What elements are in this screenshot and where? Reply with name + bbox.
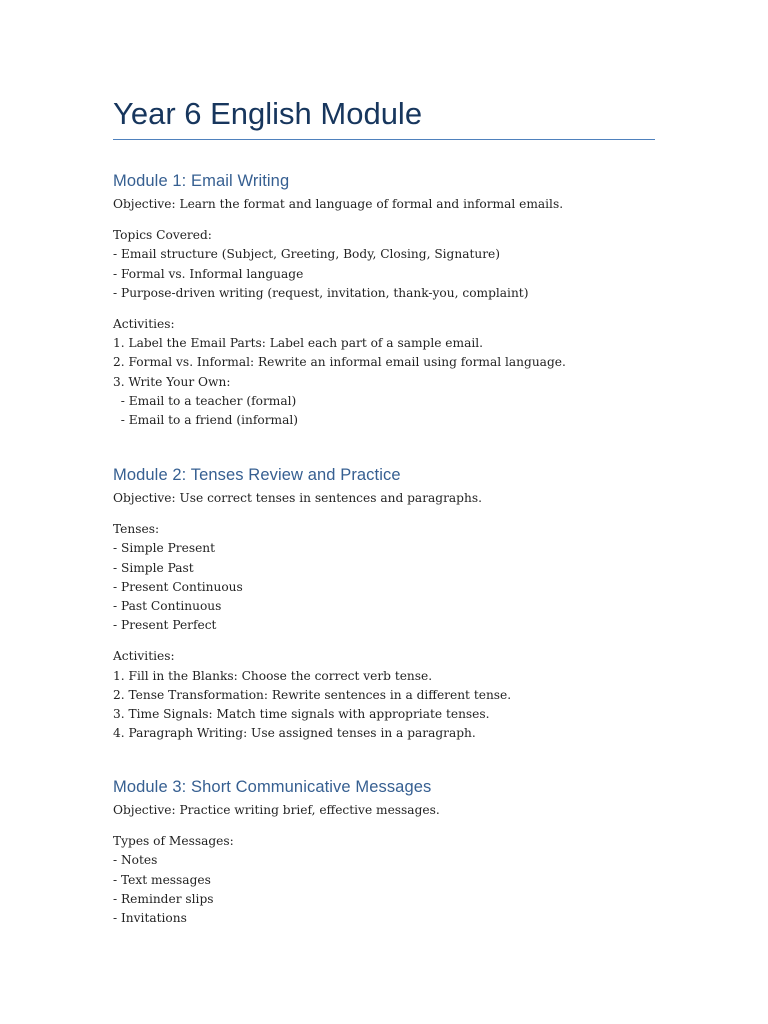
module-2-activities — [113, 647, 655, 743]
module-1-heading: Module 1: Email Writing — [113, 172, 290, 190]
list-item: - Present Perfect — [113, 618, 217, 633]
list-item: 2. Formal vs. Informal: Rewrite an informal email using formal language. — [113, 355, 566, 370]
list-item: - Text messages — [113, 872, 211, 887]
module-3-section — [113, 776, 655, 928]
list-item: 3. Write Your Own: — [113, 374, 231, 389]
list-item: - Simple Past — [113, 560, 194, 575]
module-2-tenses-label: Tenses: — [113, 522, 160, 537]
module-3-types-label: Types of Messages: — [113, 834, 234, 849]
module-1-objective-text: Objective: Learn the format and language of formal and informal emails. — [113, 197, 564, 211]
list-item: 2. Tense Transformation: Rewrite sentences in a different tense. — [113, 687, 512, 702]
document-title: Year 6 English Module — [113, 96, 423, 131]
document-page — [113, 94, 655, 926]
list-item: - Purpose-driven writing (request, invitation, thank-you, complaint) — [113, 285, 529, 300]
list-item: - Email structure (Subject, Greeting, Body, Closing, Signature) — [113, 247, 501, 262]
module-3-heading: Module 3: Short Communicative Messages — [113, 778, 432, 796]
module-3-objective — [113, 801, 655, 820]
list-item: - Invitations — [113, 911, 187, 926]
module-2-activities-label: Activities: — [113, 649, 175, 664]
list-item: 1. Fill in the Blanks: Choose the correct verb tense. — [113, 668, 433, 683]
list-item: - Reminder slips — [113, 891, 214, 906]
module-3-types — [113, 832, 655, 928]
module-2-tenses — [113, 520, 655, 635]
list-item: 3. Time Signals: Match time signals with appropriate tenses. — [113, 707, 490, 722]
list-item: - Formal vs. Informal language — [113, 266, 304, 281]
list-item: - Past Continuous — [113, 599, 222, 614]
module-2-objective-text: Objective: Use correct tenses in sentences and paragraphs. — [113, 491, 482, 505]
module-2-heading: Module 2: Tenses Review and Practice — [113, 466, 401, 484]
module-2-section — [113, 464, 655, 743]
module-1-topics — [113, 226, 655, 303]
list-item: 1. Label the Email Parts: Label each part of a sample email. — [113, 336, 484, 351]
module-1-activities — [113, 315, 655, 430]
module-1-section — [113, 170, 655, 430]
module-3-objective-text: Objective: Practice writing brief, effective messages. — [113, 803, 440, 817]
list-item: - Email to a teacher (formal) — [113, 393, 297, 408]
list-item: - Present Continuous — [113, 579, 243, 594]
title-divider — [113, 139, 655, 140]
module-2-objective — [113, 489, 655, 508]
module-1-activities-label: Activities: — [113, 317, 175, 332]
module-1-topics-label: Topics Covered: — [113, 228, 212, 243]
list-item: - Notes — [113, 853, 158, 868]
list-item: 4. Paragraph Writing: Use assigned tenses in a paragraph. — [113, 726, 476, 741]
module-1-objective — [113, 195, 655, 214]
list-item: - Email to a friend (informal) — [113, 413, 299, 428]
list-item: - Simple Present — [113, 541, 216, 556]
